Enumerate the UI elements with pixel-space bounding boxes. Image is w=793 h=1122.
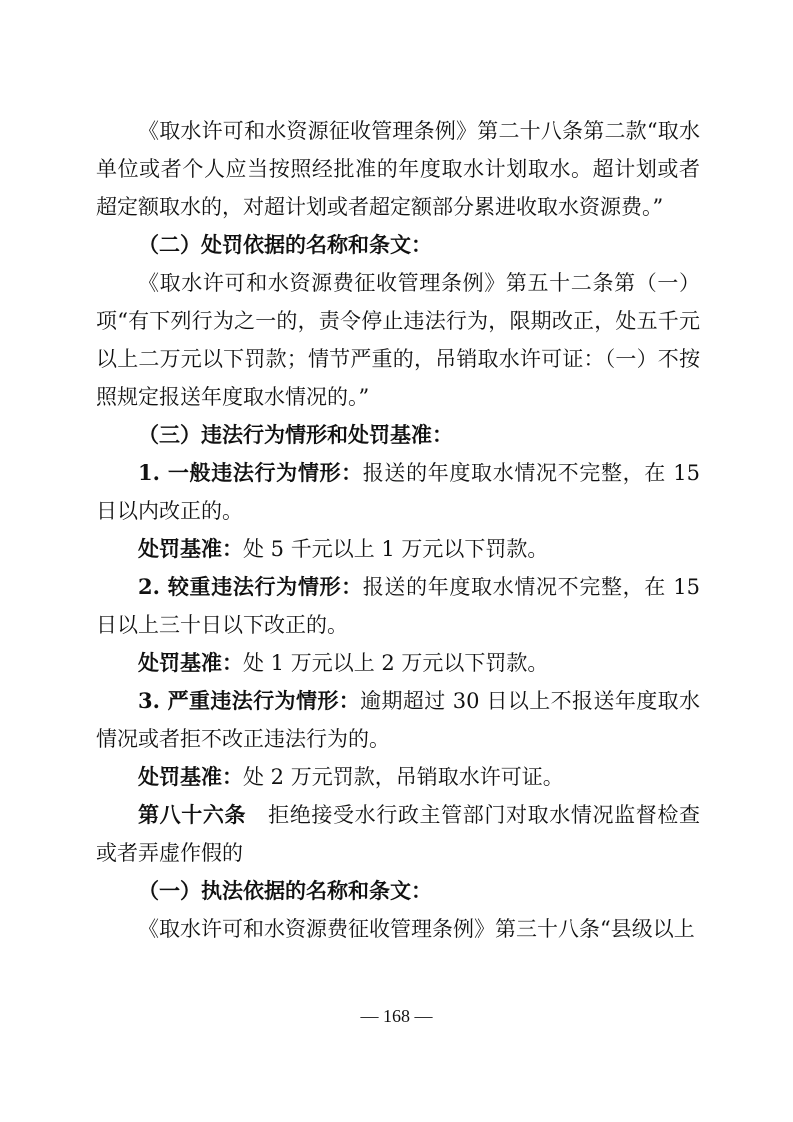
heading-violation-circumstances: （三）违法行为情形和处罚基准： [138, 422, 453, 447]
general-violation-text: 报送的年度取水情况不完整，在 15 日以内改正的。 [96, 461, 700, 523]
serious-violation-text: 报送的年度取水情况不完整，在 15 日以上三十日以下改正的。 [96, 575, 700, 637]
severe-penalty-text: 处 2 万元罚款，吊销取水许可证。 [243, 765, 564, 789]
serious-violation-label: 2. 较重违法行为情形： [138, 574, 363, 599]
severe-violation-label: 3. 严重违法行为情形： [138, 688, 361, 713]
severe-violation-text: 逾期超过 30 日以上不报送年度取水情况或者拒不改正违法行为的。 [96, 689, 700, 751]
general-penalty-label: 处罚基准： [138, 536, 243, 561]
article-86-text: 拒绝接受水行政主管部门对取水情况监督检查或者弄虚作假的 [96, 803, 701, 865]
paragraph-serious-violation [96, 568, 700, 644]
article-86-label: 第八十六条 [138, 802, 247, 827]
paragraph-general-penalty [96, 530, 700, 568]
heading-enforcement-basis: （一）执法依据的名称和条文： [138, 878, 432, 903]
body-text [96, 112, 700, 948]
paragraph-regulation-article-38: 《取水许可和水资源费征收管理条例》第三十八条“县级以上 [138, 917, 695, 941]
page-number: — 168 — [360, 1006, 433, 1026]
general-penalty-text: 处 5 千元以上 1 万元以下罚款。 [243, 537, 549, 561]
paragraph-serious-penalty [96, 644, 700, 682]
serious-penalty-label: 处罚基准： [138, 650, 243, 675]
paragraph-article-86 [96, 796, 700, 872]
general-violation-label: 1. 一般违法行为情形： [138, 460, 363, 485]
paragraph-general-violation [96, 454, 700, 530]
paragraph-severe-violation [96, 682, 700, 758]
paragraph-regulation-article-28: 《取水许可和水资源征收管理条例》第二十八条第二款“取水单位或者个人应当按照经批准的年度取水计划取水。超计划或者超定额取水的，对超计划或者超定额部分累进收取水资源费。” [96, 119, 700, 219]
serious-penalty-text: 处 1 万元以上 2 万元以下罚款。 [243, 651, 549, 675]
heading-penalty-basis: （二）处罚依据的名称和条文： [138, 232, 432, 257]
severe-penalty-label: 处罚基准： [138, 764, 243, 789]
paragraph-severe-penalty [96, 758, 700, 796]
paragraph-regulation-article-52: 《取水许可和水资源费征收管理条例》第五十二条第（一）项“有下列行为之一的，责令停止违法行为，限期改正，处五千元以上二万元以下罚款；情节严重的，吊销取水许可证：（一）不按照规定报送年度取水情况的。” [96, 271, 700, 409]
